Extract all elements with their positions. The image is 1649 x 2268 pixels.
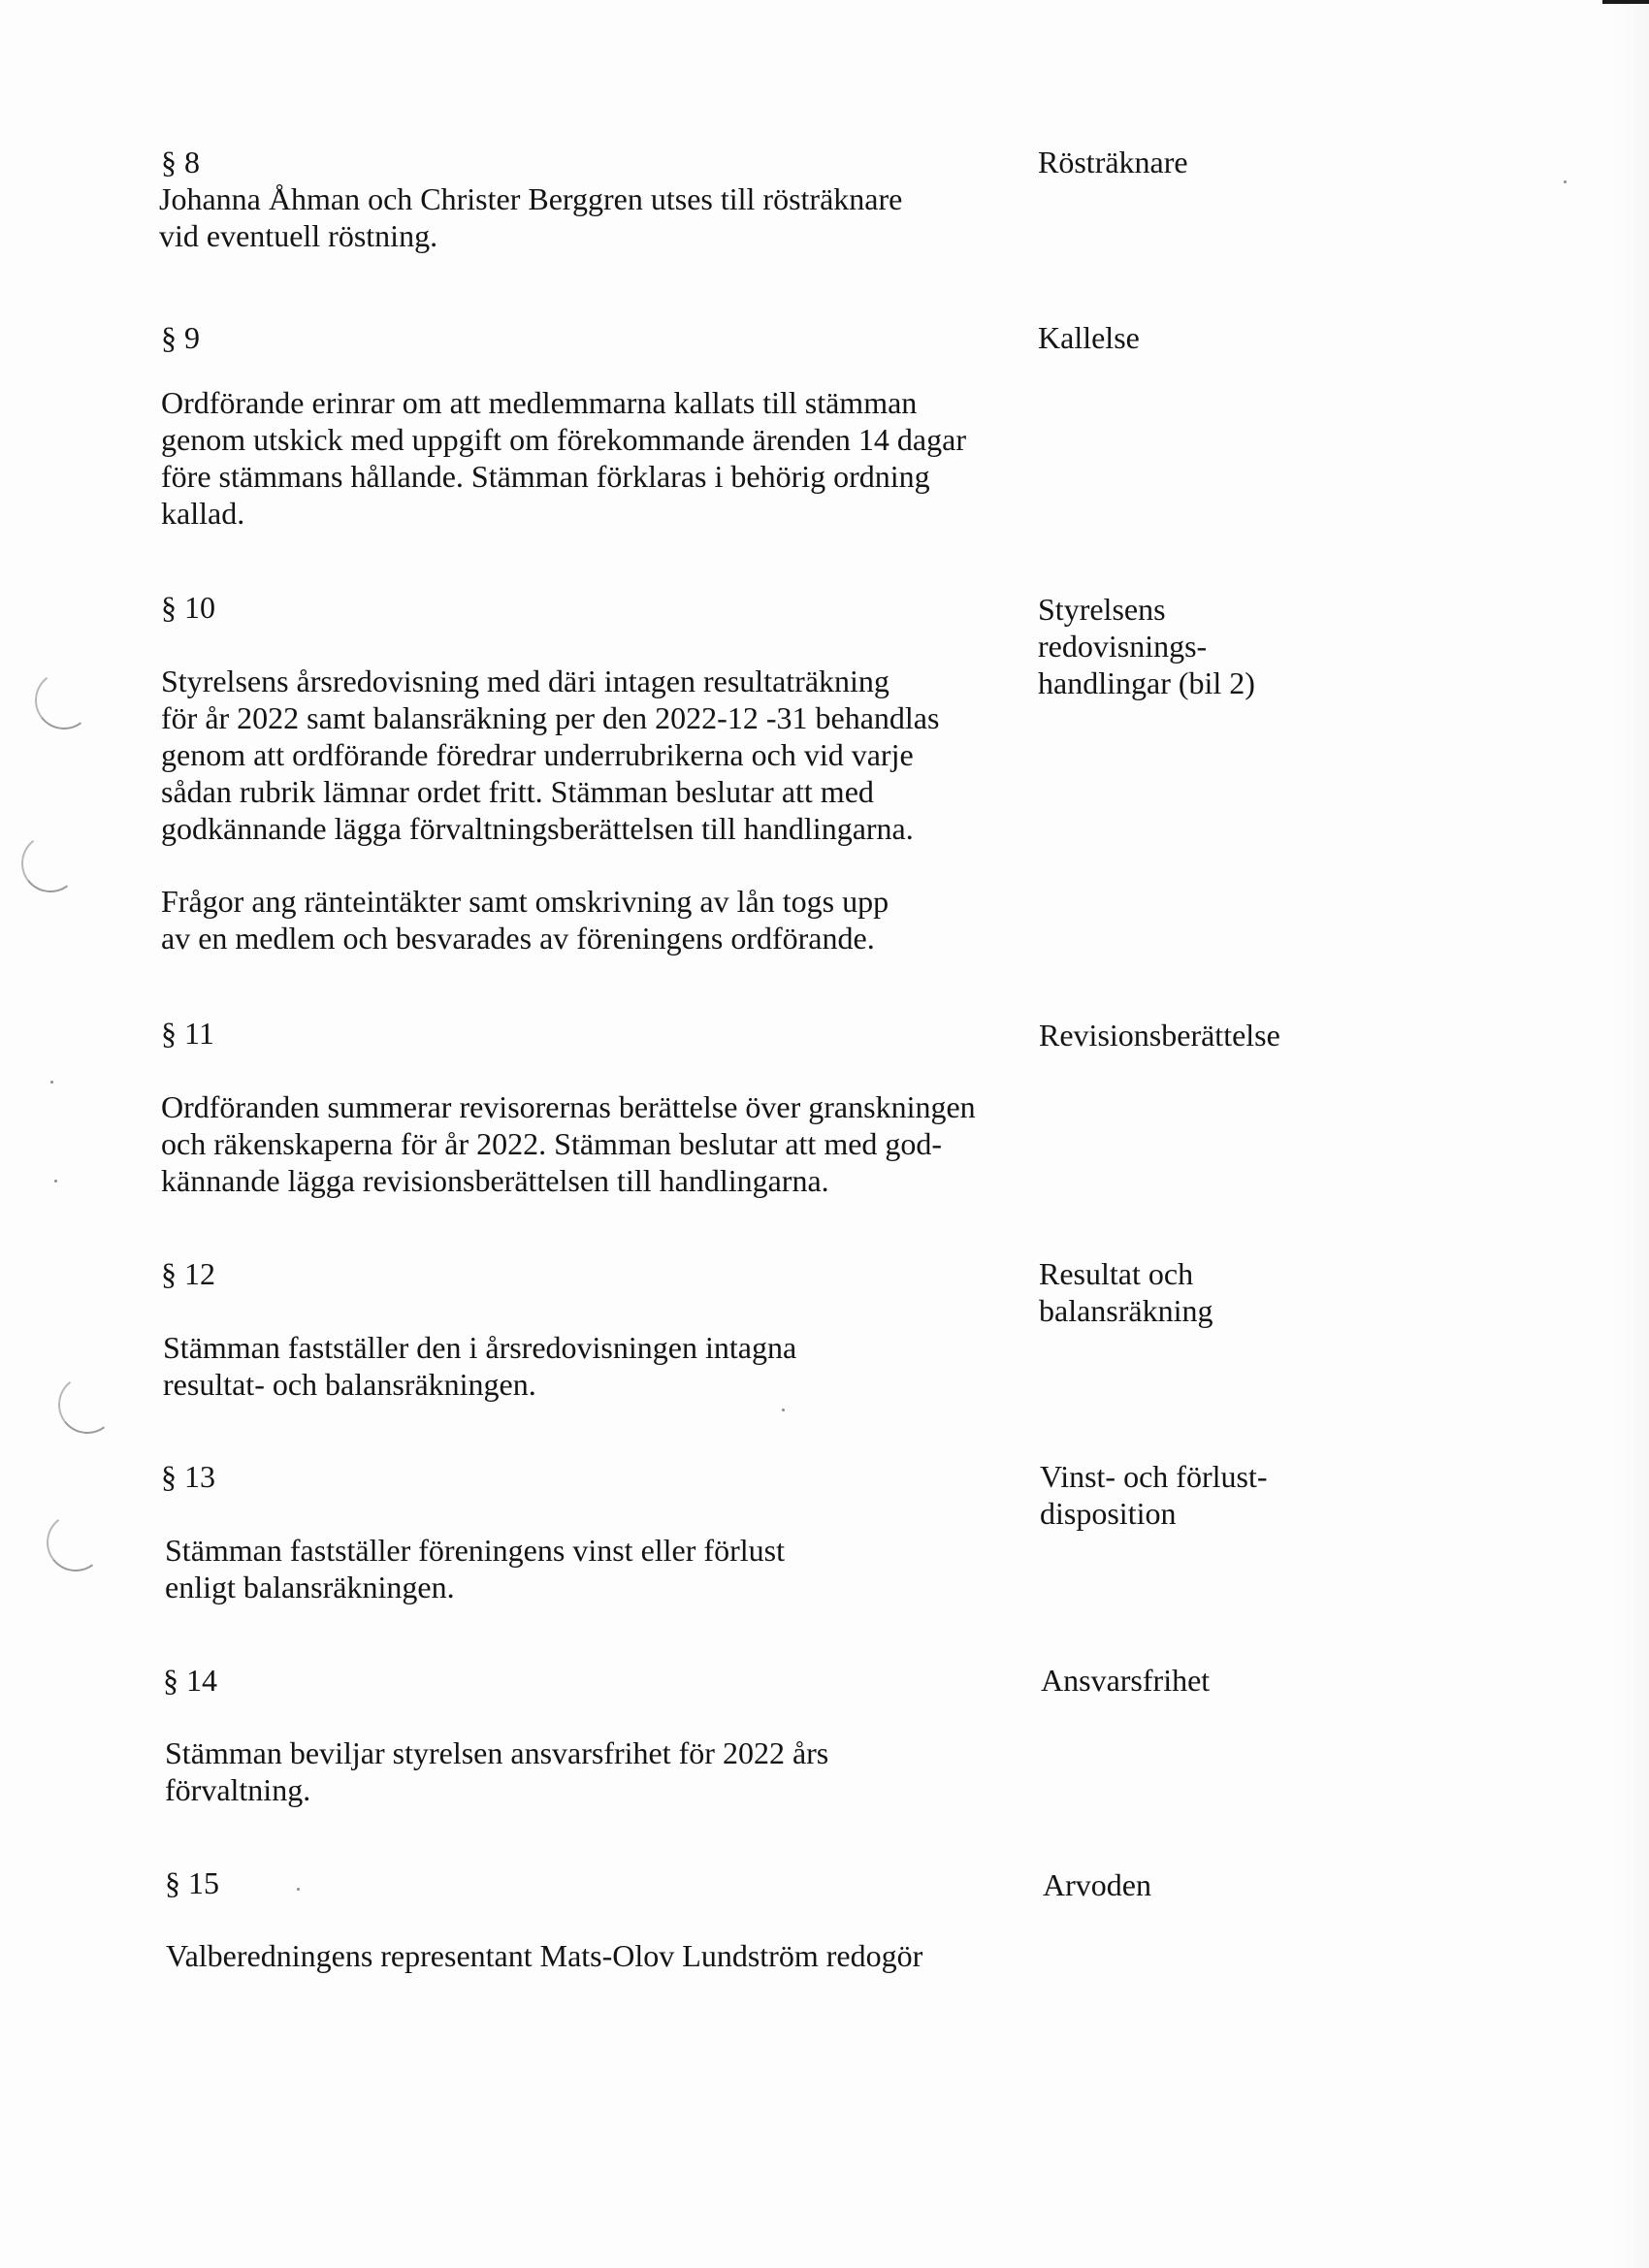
body-line: förvaltning. — [165, 1772, 311, 1807]
paragraph-number: § 11 — [161, 1016, 214, 1051]
body-line: Valberedningens representant Mats-Olov Lundström redogör — [166, 1938, 923, 1973]
body-line: för år 2022 samt balansräkning per den 2022-12 -31 behandlas — [161, 700, 940, 735]
punch-hole-mark — [31, 667, 97, 733]
scan-speck — [297, 1888, 300, 1891]
body-line: av en medlem och besvarades av föreningens ordförande. — [161, 921, 875, 956]
scan-speck — [782, 1409, 785, 1411]
body-line: genom att ordförande föredrar underrubrikerna och vid varje — [161, 737, 914, 772]
body-line: Ordföranden summerar revisorernas berättelse över granskningen — [161, 1089, 976, 1124]
body-line: före stämmans hållande. Stämman förklaras i behörig ordning — [161, 459, 930, 494]
section-heading: Rösträknare — [1038, 145, 1188, 179]
body-line: enligt balansräkningen. — [165, 1570, 455, 1604]
body-line: kallad. — [161, 496, 245, 531]
body-line: och räkenskaperna för år 2022. Stämman beslutar att med god- — [161, 1126, 943, 1161]
section-heading: Kallelse — [1038, 320, 1140, 355]
body-line: Styrelsens årsredovisning med däri intagen resultaträkning — [161, 664, 889, 698]
body-line: Johanna Åhman och Christer Berggren utses till rösträknare — [159, 181, 903, 216]
scan-speck — [50, 1081, 53, 1084]
body-line: Frågor ang ränteintäkter samt omskrivning av lån togs upp — [161, 884, 889, 919]
body-line: vid eventuell röstning. — [159, 218, 438, 253]
scan-speck — [1564, 180, 1567, 183]
punch-hole-mark — [43, 1509, 109, 1575]
paragraph-number: § 15 — [165, 1865, 219, 1900]
section-heading: Arvoden — [1043, 1867, 1151, 1902]
paragraph-number: § 9 — [161, 320, 200, 355]
body-line: kännande lägga revisionsberättelsen till handlingarna. — [161, 1163, 829, 1198]
paragraph-number: § 14 — [163, 1663, 217, 1698]
body-line: godkännande lägga förvaltningsberättelsen till handlingarna. — [161, 811, 914, 846]
body-line: genom utskick med uppgift om förekommande ärenden 14 dagar — [161, 422, 966, 457]
section-heading-line: Resultat och — [1039, 1256, 1194, 1291]
body-line: resultat- och balansräkningen. — [163, 1367, 536, 1402]
paragraph-number: § 13 — [161, 1459, 215, 1494]
section-heading: Ansvarsfrihet — [1041, 1663, 1211, 1698]
body-line: Stämman beviljar styrelsen ansvarsfrihet för 2022 års — [165, 1735, 829, 1770]
scan-edge-shadow — [1610, 0, 1649, 2268]
section-heading-line: Vinst- och förlust- — [1040, 1459, 1268, 1494]
paragraph-number: § 10 — [161, 590, 215, 625]
section-heading-line: Styrelsens — [1038, 592, 1166, 627]
paragraph-number: § 8 — [161, 145, 200, 179]
body-line: Stämman fastställer den i årsredovisningen intagna — [163, 1330, 797, 1365]
body-line: Stämman fastställer föreningens vinst eller förlust — [165, 1533, 785, 1568]
scan-speck — [54, 1180, 57, 1183]
punch-hole-mark — [54, 1372, 120, 1438]
body-line: sådan rubrik lämnar ordet fritt. Stämman beslutar att med — [161, 774, 874, 809]
section-heading: Revisionsberättelse — [1039, 1018, 1280, 1053]
body-line: Ordförande erinrar om att medlemmarna kallats till stämman — [161, 385, 918, 420]
paragraph-number: § 12 — [161, 1256, 215, 1291]
section-heading-line: disposition — [1040, 1496, 1177, 1531]
section-heading-line: balansräkning — [1039, 1293, 1213, 1328]
section-heading-line: handlingar (bil 2) — [1038, 665, 1255, 700]
section-heading-line: redovisnings- — [1038, 629, 1208, 664]
punch-hole-mark — [17, 830, 83, 896]
